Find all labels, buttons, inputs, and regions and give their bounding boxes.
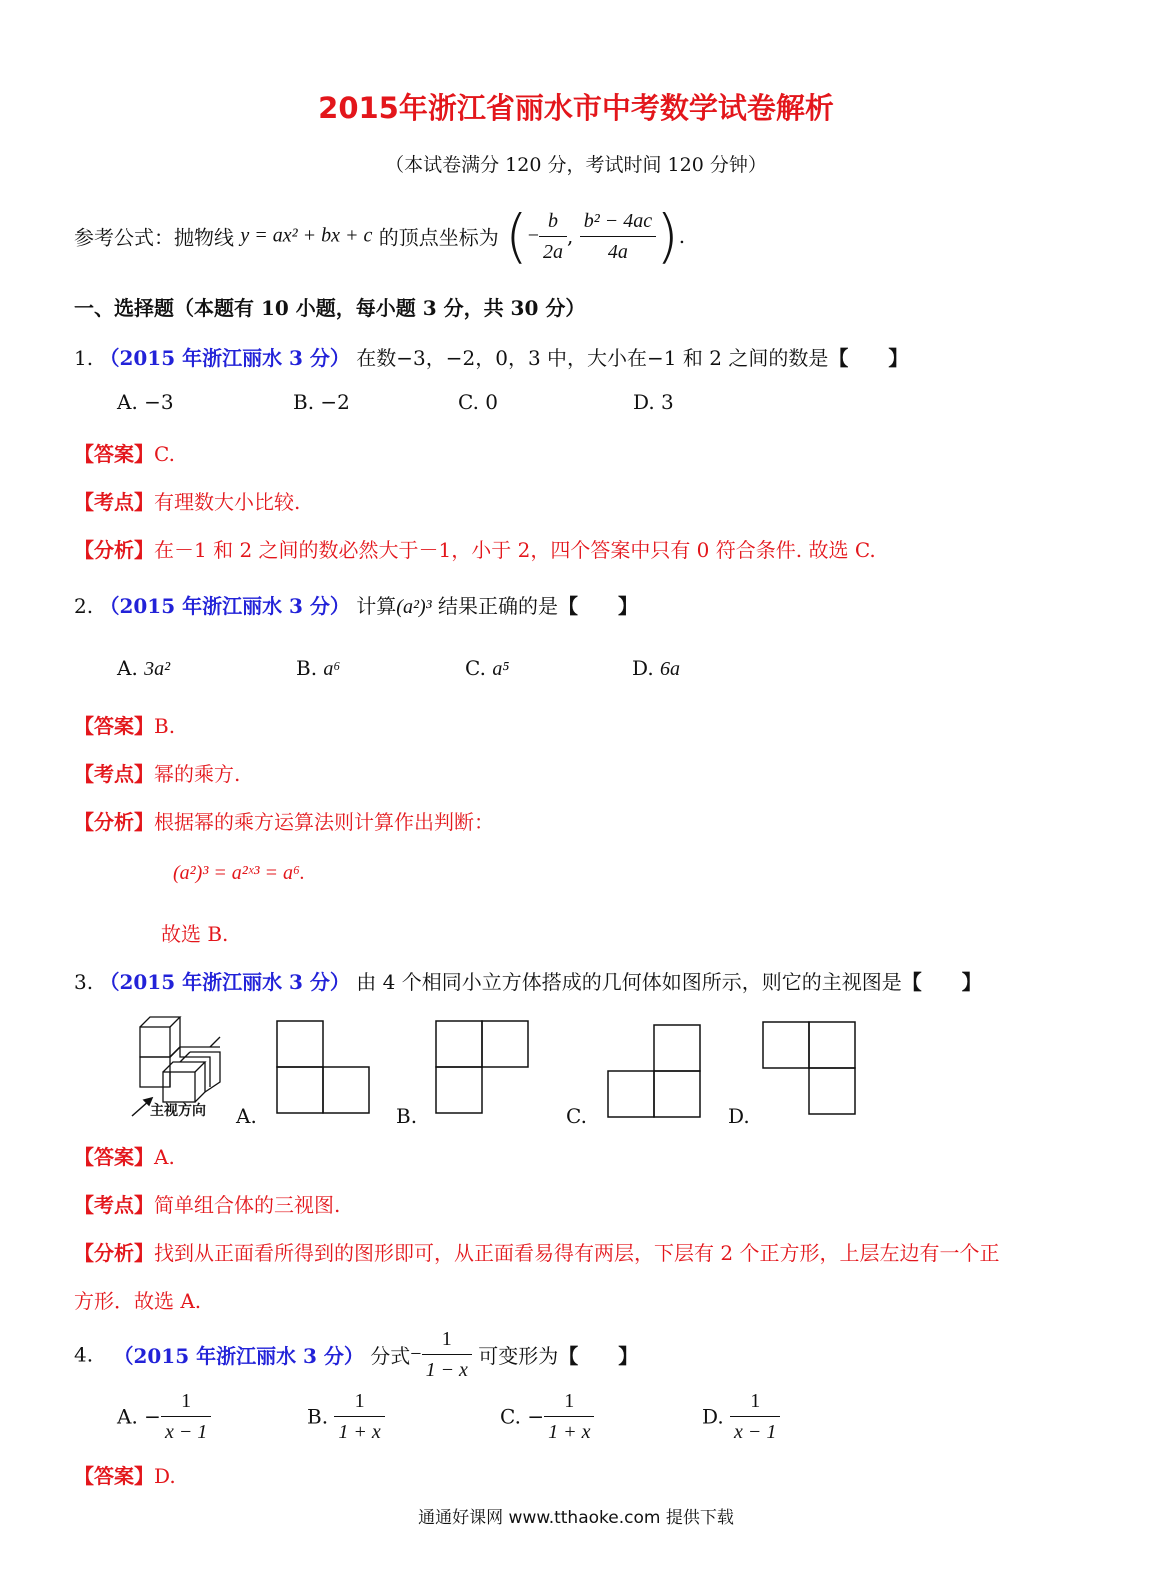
q2-option-c bbox=[465, 656, 509, 681]
q2-option-b bbox=[296, 656, 340, 681]
q4-option-c-minus: − bbox=[527, 1404, 545, 1429]
q1-point bbox=[74, 486, 300, 515]
q1-answer-bracket: 【 】 bbox=[828, 346, 909, 370]
q3-option-d-label: D. bbox=[728, 1104, 750, 1128]
q4-option-b-label: B. bbox=[307, 1404, 329, 1429]
q4-option-d bbox=[702, 1386, 780, 1450]
q3-point-text: 简单组合体的三视图. bbox=[154, 1193, 341, 1217]
q2-answer-bracket: 【 】 bbox=[557, 594, 638, 618]
q4-option-d-numerator: 1 bbox=[730, 1386, 780, 1417]
q4-option-c-label: C. bbox=[500, 1404, 521, 1429]
q2-option-a-label: A. bbox=[117, 656, 138, 680]
q4-text-b: 可变形为 bbox=[478, 1344, 559, 1368]
q4-number: 4. bbox=[74, 1342, 94, 1367]
q1-option-c: C. 0 bbox=[458, 390, 499, 414]
q1-analysis-tag: 【分析】 bbox=[74, 538, 154, 562]
q3-option-b-label: B. bbox=[396, 1104, 418, 1128]
q3-answer-tag: 【答案】 bbox=[74, 1145, 154, 1169]
q2-option-b-label: B. bbox=[296, 656, 318, 680]
view-direction-label: 主视方向 bbox=[150, 1103, 206, 1119]
q1-analysis-text: 在－1 和 2 之间的数必然大于－1，小于 2，四个答案中只有 0 符合条件. 故选 C. bbox=[154, 538, 876, 562]
q1-point-text: 有理数大小比较. bbox=[154, 490, 301, 514]
q1-option-b: B. −2 bbox=[293, 390, 350, 414]
vertex-y-numerator: b² − 4ac bbox=[580, 206, 656, 237]
q1-point-tag: 【考点】 bbox=[74, 490, 154, 514]
reference-formula bbox=[74, 202, 686, 270]
q4-answer-bracket: 【 】 bbox=[558, 1344, 639, 1368]
vertex-y-denominator: 4a bbox=[607, 240, 628, 263]
q2-analysis-text: 根据幂的乘方运算法则计算作出判断： bbox=[154, 810, 494, 834]
q3-option-a-label: A. bbox=[236, 1104, 257, 1128]
q2-analysis-tag: 【分析】 bbox=[74, 810, 154, 834]
question-4 bbox=[74, 1324, 638, 1388]
formula-prefix: 参考公式：抛物线 bbox=[74, 225, 234, 250]
q1-option-d: D. 3 bbox=[633, 390, 674, 414]
q4-option-a-numerator: 1 bbox=[161, 1386, 211, 1417]
q2-text-b: 结果正确的是 bbox=[437, 594, 558, 618]
vertex-x-fraction bbox=[539, 206, 567, 267]
q3-analysis bbox=[74, 1237, 999, 1266]
q1-answer-tag: 【答案】 bbox=[74, 442, 154, 466]
q4-option-d-denominator: x − 1 bbox=[734, 1421, 777, 1443]
q1-answer bbox=[74, 438, 175, 467]
page-title: 2015年浙江省丽水市中考数学试卷解析 bbox=[318, 91, 834, 125]
q2-option-c-value: a⁵ bbox=[492, 658, 510, 680]
formula-equation: y = ax² + bx + c bbox=[240, 224, 373, 247]
q1-analysis bbox=[74, 534, 876, 563]
q4-option-d-fraction bbox=[730, 1386, 780, 1447]
q2-text-a: 计算 bbox=[356, 594, 397, 618]
paren-left: ( bbox=[505, 202, 528, 270]
q3-point-tag: 【考点】 bbox=[74, 1193, 154, 1217]
q4-answer bbox=[74, 1460, 176, 1489]
q2-option-a bbox=[117, 656, 170, 681]
vertex-y-fraction bbox=[580, 206, 656, 267]
q4-option-a-fraction bbox=[161, 1386, 211, 1447]
formula-mid: 的顶点坐标为 bbox=[378, 225, 499, 250]
q4-option-c bbox=[500, 1386, 594, 1450]
q4-answer-value: D. bbox=[154, 1464, 176, 1488]
q2-calculation: (a²)³ = a²ˣ³ = a⁶. bbox=[173, 862, 305, 884]
q2-option-d bbox=[632, 656, 680, 681]
question-2 bbox=[74, 590, 638, 619]
q1-answer-value: C. bbox=[154, 442, 175, 466]
q4-source: （2015 年浙江丽水 3 分） bbox=[113, 1344, 364, 1368]
q4-option-b-denominator: 1 + x bbox=[338, 1421, 381, 1443]
q2-option-d-value: 6a bbox=[660, 658, 681, 680]
q2-option-c-label: C. bbox=[465, 656, 486, 680]
q1-text: 在数−3，−2，0，3 中，大小在−1 和 2 之间的数是 bbox=[356, 346, 829, 370]
q3-point bbox=[74, 1189, 340, 1218]
q4-option-a bbox=[117, 1386, 211, 1450]
q4-option-a-minus: − bbox=[144, 1404, 161, 1429]
q4-fraction bbox=[422, 1324, 472, 1385]
period: . bbox=[678, 224, 686, 248]
comma: , bbox=[567, 224, 580, 248]
q2-option-a-value: 3a² bbox=[144, 658, 171, 680]
q3-answer-bracket: 【 】 bbox=[901, 970, 982, 994]
q3-analysis-tag: 【分析】 bbox=[74, 1241, 154, 1265]
q2-point bbox=[74, 758, 240, 787]
q4-option-b-fraction bbox=[334, 1386, 384, 1447]
q3-source: （2015 年浙江丽水 3 分） bbox=[99, 970, 350, 994]
q2-point-text: 幂的乘方. bbox=[154, 762, 241, 786]
q4-text-a: 分式 bbox=[370, 1344, 411, 1368]
q4-option-c-denominator: 1 + x bbox=[548, 1421, 591, 1443]
q4-option-a-label: A. bbox=[117, 1404, 138, 1429]
q2-answer-value: B. bbox=[154, 714, 176, 738]
q4-option-a-denominator: x − 1 bbox=[164, 1421, 208, 1443]
q4-fraction-numerator: 1 bbox=[422, 1324, 472, 1355]
q4-option-c-numerator: 1 bbox=[544, 1386, 594, 1417]
q3-number: 3. bbox=[74, 970, 94, 994]
q2-number: 2. bbox=[74, 594, 94, 618]
q3-answer bbox=[74, 1141, 175, 1170]
q3-answer-value: A. bbox=[154, 1145, 175, 1169]
vertex-x-numerator: b bbox=[539, 206, 567, 237]
q3-option-c-figure bbox=[607, 1024, 703, 1120]
q1-number: 1. bbox=[74, 346, 94, 370]
q4-option-d-label: D. bbox=[702, 1404, 724, 1429]
q4-option-c-fraction bbox=[544, 1386, 594, 1447]
q1-source: （2015 年浙江丽水 3 分） bbox=[99, 346, 350, 370]
q3-text: 由 4 个相同小立方体搭成的几何体如图所示，则它的主视图是 bbox=[356, 970, 902, 994]
paren-right: ) bbox=[656, 202, 679, 270]
q4-minus: − bbox=[410, 1343, 422, 1365]
q3-option-a-figure bbox=[276, 1020, 372, 1116]
question-1 bbox=[74, 342, 908, 371]
q2-answer-tag: 【答案】 bbox=[74, 714, 154, 738]
q3-analysis-line-1: 找到从正面看所得到的图形即可，从正面看易得有两层，下层有 2 个正方形，上层左边有一个正 bbox=[154, 1241, 1000, 1265]
vertex-x-denominator: 2a bbox=[543, 240, 563, 263]
q2-analysis bbox=[74, 806, 494, 835]
q4-fraction-denominator: 1 − x bbox=[425, 1359, 468, 1381]
q3-analysis-line-2: 方形．故选 A. bbox=[74, 1289, 202, 1313]
q2-expression: (a²)³ bbox=[396, 596, 432, 618]
q4-answer-tag: 【答案】 bbox=[74, 1464, 154, 1488]
q2-source: （2015 年浙江丽水 3 分） bbox=[99, 594, 350, 618]
q3-option-c-label: C. bbox=[566, 1104, 587, 1128]
minus-sign: − bbox=[527, 224, 539, 247]
q4-option-b-numerator: 1 bbox=[334, 1386, 384, 1417]
q2-option-b-value: a⁶ bbox=[323, 658, 341, 680]
q1-option-a: A. −3 bbox=[117, 390, 174, 414]
section-heading: 一、选择题（本题有 10 小题，每小题 3 分，共 30 分） bbox=[74, 296, 586, 320]
q3-option-d-figure bbox=[762, 1021, 858, 1117]
q2-point-tag: 【考点】 bbox=[74, 762, 154, 786]
question-3 bbox=[74, 966, 982, 995]
q2-choose: 故选 B. bbox=[161, 922, 229, 946]
page-footer: 通通好课网 www.tthaoke.com 提供下载 bbox=[418, 1508, 734, 1528]
q2-answer bbox=[74, 710, 175, 739]
q2-option-d-label: D. bbox=[632, 656, 654, 680]
page-subtitle: （本试卷满分 120 分，考试时间 120 分钟） bbox=[385, 154, 767, 176]
q3-option-b-figure bbox=[435, 1020, 531, 1116]
q4-option-b bbox=[307, 1386, 385, 1450]
